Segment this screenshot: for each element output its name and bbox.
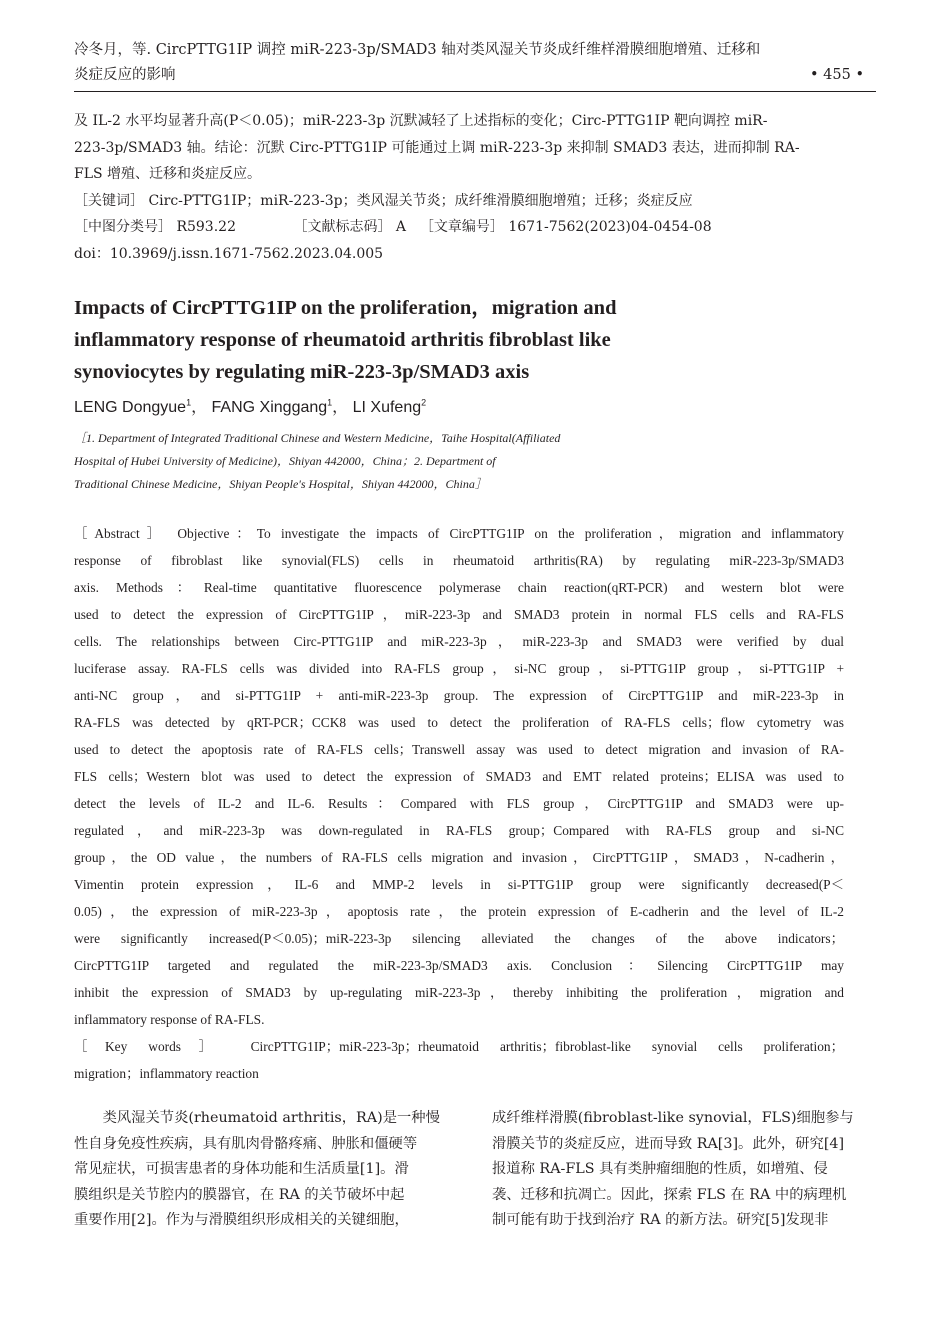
author-name: LI Xufeng bbox=[352, 399, 422, 416]
body-line: 类风湿关节炎(rheumatoid arthritis，RA)是一种慢 bbox=[74, 1110, 440, 1126]
author-affiliation-mark: 2 bbox=[421, 397, 427, 408]
abstract-line: anti-NC group，and si-PTTG1IP + anti-miR-223-3p group. The expression of CircPTTG1IP and miR-223-3p in bbox=[74, 688, 844, 703]
title-line: inflammatory response of rheumatoid arthritis fibroblast like bbox=[74, 329, 611, 351]
affiliations bbox=[74, 427, 774, 496]
abstract-line: CircPTTG1IP targeted and regulated the miR-223-3p/SMAD3 axis. Conclusion：Silencing CircPTTG1IP may bbox=[74, 958, 844, 973]
body-line: 袭、迁移和抗凋亡。因此，探索 FLS 在 RA 中的病理机 bbox=[492, 1186, 847, 1203]
abstract-line: cells. The relationships between Circ-PTTG1IP and miR-223-3p，miR-223-3p and SMAD3 were verified by dual bbox=[74, 634, 844, 649]
chinese-keywords: ［关键词］ Circ-PTTG1IP；miR-223-3p；类风湿关节炎；成纤维滑膜细胞增殖；迁移；炎症反应 bbox=[74, 192, 693, 209]
body-line: 性自身免疫性疾病，具有肌肉骨骼疼痛、肿胀和僵硬等 bbox=[74, 1135, 418, 1152]
affiliation-line: ［1. Department of Integrated Traditional Chinese and Western Medicine，Taihe Hospital(Affiliated bbox=[74, 431, 561, 445]
abstract-line: inflammatory response of RA-FLS. bbox=[74, 1012, 265, 1027]
abstract-line: used to detect the expression of CircPTTG1IP，miR-223-3p and SMAD3 protein in normal FLS cells and RA-FLS bbox=[74, 607, 844, 622]
body-line: 常见症状，可损害患者的身体功能和生活质量[1]。滑 bbox=[74, 1161, 409, 1177]
body-column-right bbox=[492, 1106, 877, 1234]
running-header bbox=[74, 38, 876, 88]
author-list: LENG Dongyue$^1$， FANG Xinggang$^1$， LI Xufeng$^2$ bbox=[74, 397, 427, 416]
abstract-line: group，the OD value，the numbers of RA-FLS cells migration and invasion，CircPTTG1IP，SMAD3，N-cadherin， bbox=[74, 850, 844, 865]
body-line: 成纤维样滑膜(fibroblast-like synovial，FLS)细胞参与 bbox=[492, 1110, 854, 1126]
classification-line bbox=[74, 214, 876, 241]
running-header-line: 炎症反应的影响 bbox=[74, 67, 176, 83]
body-line: 制可能有助于找到治疗 RA 的新方法。研究[5]发现非 bbox=[492, 1212, 829, 1228]
english-title bbox=[74, 292, 774, 388]
abstract-line: regulated，and miR-223-3p was down-regulated in RA-FLS group；Compared with RA-FLS group and si-NC bbox=[74, 823, 844, 838]
chinese-abstract-line: FLS 增殖、迁移和炎症反应。 bbox=[74, 166, 262, 182]
clc-number: ［中图分类号］ R593.22 bbox=[74, 219, 236, 235]
title-line: synoviocytes by regulating miR-223-3p/SMAD3 axis bbox=[74, 361, 530, 383]
body-line: 膜组织是关节腔内的膜器官，在 RA 的关节破坏中起 bbox=[74, 1186, 405, 1203]
abstract-line: Vimentin protein expression，IL-6 and MMP-2 levels in si-PTTG1IP group were significantly decreased(P＜ bbox=[74, 877, 844, 892]
author-name: FANG Xinggang bbox=[211, 399, 328, 416]
page-number: • 455 • bbox=[810, 67, 864, 83]
body-line: 重要作用[2]。作为与滑膜组织形成相关的关键细胞， bbox=[74, 1212, 409, 1228]
document-code: ［文献标志码］ A bbox=[293, 219, 407, 235]
abstract-line: FLS cells；Western blot was used to detect the expression of SMAD3 and EMT related proteins；ELISA was used to bbox=[74, 769, 844, 784]
body-column-left bbox=[74, 1106, 459, 1234]
header-divider bbox=[74, 91, 876, 92]
chinese-abstract-line: 223-3p/SMAD3 轴。结论：沉默 Circ-PTTG1IP 可能通过上调 miR-223-3p 来抑制 SMAD3 表达，进而抑制 RA- bbox=[74, 139, 800, 156]
title-line: Impacts of CircPTTG1IP on the proliferation，migration and bbox=[74, 297, 617, 319]
author-affiliation-mark: 1 bbox=[327, 397, 333, 408]
abstract-line: ［Abstract］ Objective：To investigate the impacts of CircPTTG1IP on the proliferation，migration and inflammatory bbox=[74, 526, 844, 541]
author-affiliation-mark: 1 bbox=[186, 397, 192, 408]
abstract-line: axis. Methods：Real-time quantitative fluorescence polymerase chain reaction(qRT-PCR) and western blot were bbox=[74, 580, 844, 595]
abstract-line: inhibit the expression of SMAD3 by up-regulating miR-223-3p，thereby inhibiting the proliferation，migration and bbox=[74, 985, 844, 1000]
abstract-line: response of fibroblast like synovial(FLS) cells in rheumatoid arthritis(RA) by regulating miR-223-3p/SMAD3 bbox=[74, 553, 844, 568]
abstract-line: RA-FLS was detected by qRT-PCR；CCK8 was used to detect the proliferation of RA-FLS cells；flow cytometry was bbox=[74, 715, 844, 730]
article-number: ［文章编号］ 1671-7562(2023)04-0454-08 bbox=[419, 219, 712, 235]
chinese-abstract bbox=[74, 108, 876, 267]
chinese-abstract-line: 及 IL-2 水平均显著升高(P＜0.05)；miR-223-3p 沉默减轻了上述指标的变化；Circ-PTTG1IP 靶向调控 miR- bbox=[74, 113, 768, 129]
abstract-line: detect the levels of IL-2 and IL-6. Results：Compared with FLS group，CircPTTG1IP and SMAD3 were up- bbox=[74, 796, 844, 811]
affiliation-line: Traditional Chinese Medicine，Shiyan People's Hospital，Shiyan 442000，China］ bbox=[74, 477, 487, 491]
abstract-line: luciferase assay. RA-FLS cells was divided into RA-FLS group，si-NC group，si-PTTG1IP group，si-PTTG1IP + bbox=[74, 661, 844, 676]
body-line: 报道称 RA-FLS 具有类肿瘤细胞的性质，如增殖、侵 bbox=[492, 1161, 828, 1177]
english-abstract bbox=[74, 520, 844, 1087]
doi: doi：10.3969/j.issn.1671-7562.2023.04.005 bbox=[74, 245, 384, 262]
affiliation-line: Hospital of Hubei University of Medicine)，Shiyan 442000，China；2. Department of bbox=[74, 454, 496, 468]
author-name: LENG Dongyue bbox=[74, 399, 187, 416]
abstract-line: 0.05)，the expression of miR-223-3p，apoptosis rate，the protein expression of E-cadherin and the level of IL-2 bbox=[74, 904, 844, 919]
english-keywords-line: migration；inflammatory reaction bbox=[74, 1066, 259, 1081]
abstract-line: used to detect the apoptosis rate of RA-FLS cells；Transwell assay was used to detect migration and invasion of RA- bbox=[74, 742, 844, 757]
abstract-line: were significantly increased(P＜0.05)；miR-223-3p silencing alleviated the changes of the above indicators； bbox=[74, 931, 844, 946]
body-line: 滑膜关节的炎症反应，进而导致 RA[3]。此外，研究[4] bbox=[492, 1135, 845, 1152]
english-keywords-line: ［Key words］ CircPTTG1IP；miR-223-3p；rheumatoid arthritis；fibroblast-like synovial cells proliferation； bbox=[74, 1039, 844, 1054]
running-header-line: 冷冬月，等. CircPTTG1IP 调控 miR-223-3p/SMAD3 轴对类风湿关节炎成纤维样滑膜细胞增殖、迁移和 bbox=[74, 42, 761, 58]
